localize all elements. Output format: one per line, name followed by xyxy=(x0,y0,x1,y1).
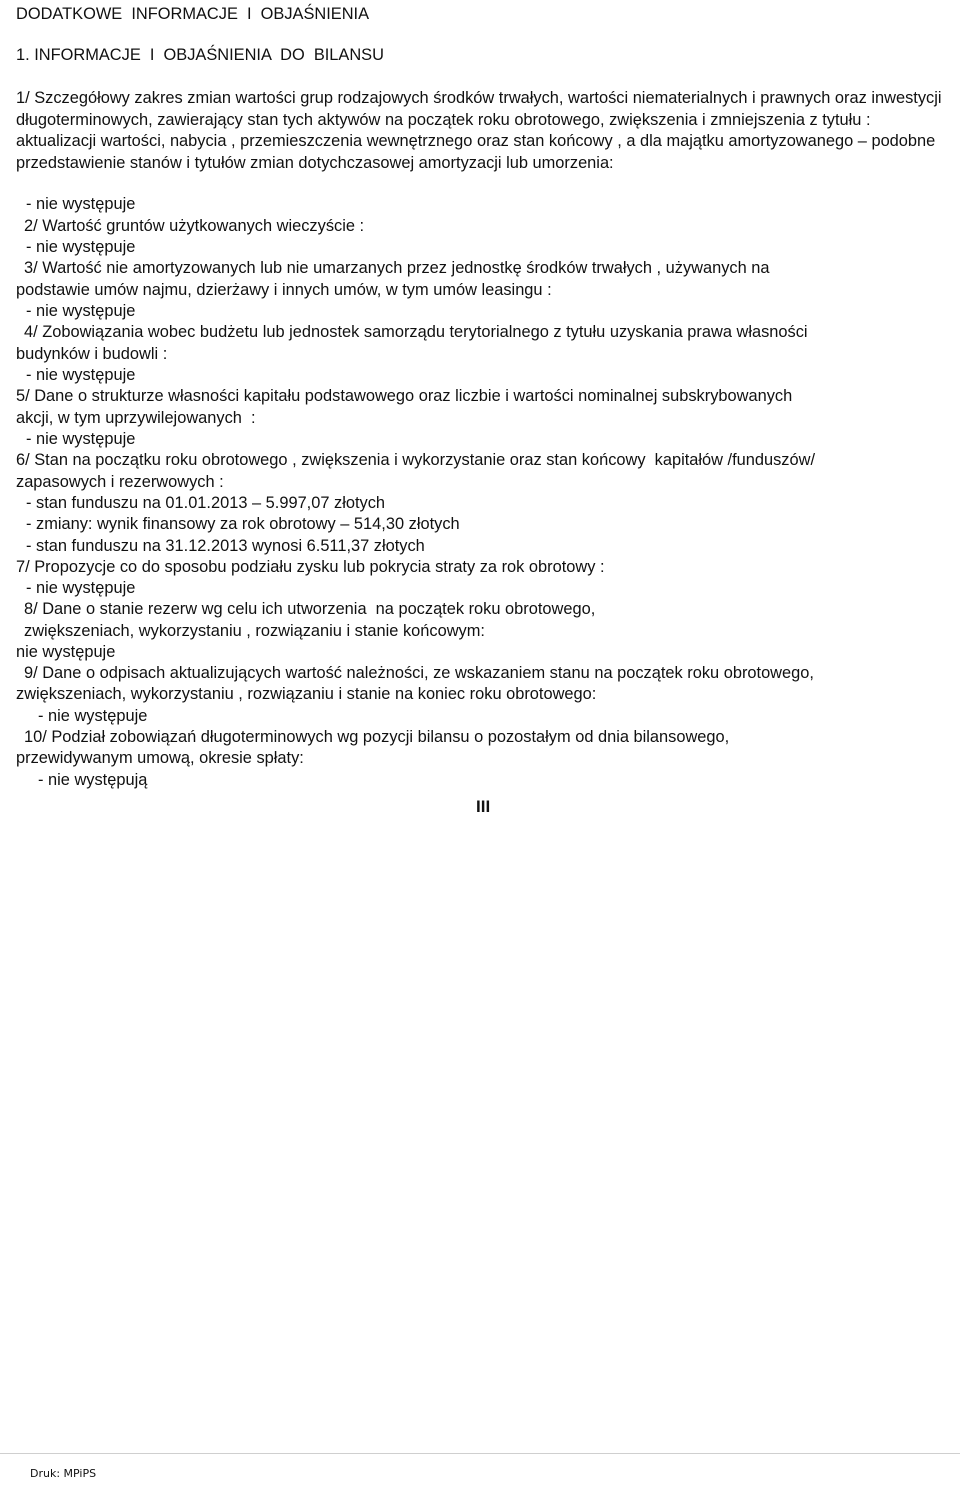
page-number-mark: III xyxy=(476,797,491,816)
section-heading: 1. INFORMACJE I OBJAŚNIENIA DO BILANSU xyxy=(16,46,384,64)
item-4-text-line2: budynków i budowli : xyxy=(16,345,168,363)
item-6-text-line1: 6/ Stan na początku roku obrotowego , zwiększenia i wykorzystanie oraz stan końcowy kapitałów /funduszów/ xyxy=(16,451,815,469)
item-2-text: 2/ Wartość gruntów użytkowanych wieczyście : xyxy=(24,217,365,235)
item-6-text-line2: zapasowych i rezerwowych : xyxy=(16,473,224,491)
item-1-answer: - nie występuje xyxy=(26,195,136,213)
item-7-text: 7/ Propozycje co do sposobu podziału zysku lub pokrycia straty za rok obrotowy : xyxy=(16,558,605,576)
item-6-fund-end: - stan funduszu na 31.12.2013 wynosi 6.511,37 złotych xyxy=(26,537,425,555)
item-5-answer: - nie występuje xyxy=(26,430,136,448)
item-4-answer: - nie występuje xyxy=(26,366,136,384)
item-9-text-line2: zwiększeniach, wykorzystaniu , rozwiązaniu i stanie na koniec roku obrotowego: xyxy=(16,685,597,703)
item-5-text-line2: akcji, w tym uprzywilejowanych : xyxy=(16,409,256,427)
item-5-text-line1: 5/ Dane o strukturze własności kapitału podstawowego oraz liczbie i wartości nominalnej subskrybowanych xyxy=(16,387,793,405)
document-title: DODATKOWE INFORMACJE I OBJAŚNIENIA xyxy=(16,5,370,23)
item-10-text-line1: 10/ Podział zobowiązań długoterminowych wg pozycji bilansu o pozostałym od dnia bilansowego, xyxy=(24,728,730,746)
item-9-answer: - nie występuje xyxy=(38,707,148,725)
item-8-answer: nie występuje xyxy=(16,643,116,661)
item-3-answer: - nie występuje xyxy=(26,302,136,320)
item-7-answer: - nie występuje xyxy=(26,579,136,597)
footer-print-label: Druk: MPiPS xyxy=(30,1467,97,1480)
item-10-answer: - nie występują xyxy=(38,771,148,789)
item-3-text-line1: 3/ Wartość nie amortyzowanych lub nie umarzanych przez jednostkę środków trwałych , używanych na xyxy=(24,259,770,277)
item-2-answer: - nie występuje xyxy=(26,238,136,256)
item-6-fund-change: - zmiany: wynik finansowy za rok obrotowy – 514,30 złotych xyxy=(26,515,460,533)
item-1-text: 1/ Szczegółowy zakres zmian wartości grup rodzajowych środków trwałych, wartości niematerialnych i prawnych oraz inwestycji długoterminowych, zawierający stan tych aktywów na początek roku obrotowego, zwiększenia i zmniejszenia z tytułu : aktualizacji wartości, nabycia , przemieszczenia wewnętrznego oraz stan końcowy , a dla majątku amortyzowanego – podobne przedstawienie stanów i tytułów zmian dotychczasowej amortyzacji lub umorzenia: xyxy=(16,89,942,172)
item-10-text-line2: przewidywanym umową, okresie spłaty: xyxy=(16,749,304,767)
item-9-text-line1: 9/ Dane o odpisach aktualizujących wartość należności, ze wskazaniem stanu na początek roku obrotowego, xyxy=(24,664,814,682)
item-6-fund-start: - stan funduszu na 01.01.2013 – 5.997,07 złotych xyxy=(26,494,386,512)
footer-divider xyxy=(0,1453,960,1454)
item-3-text-line2: podstawie umów najmu, dzierżawy i innych umów, w tym umów leasingu : xyxy=(16,281,552,299)
item-8-text-line1: 8/ Dane o stanie rezerw wg celu ich utworzenia na początek roku obrotowego, xyxy=(24,600,596,618)
item-4-text-line1: 4/ Zobowiązania wobec budżetu lub jednostek samorządu terytorialnego z tytułu uzyskania prawa własności xyxy=(24,323,808,341)
item-8-text-line2: zwiększeniach, wykorzystaniu , rozwiązaniu i stanie końcowym: xyxy=(24,622,485,640)
